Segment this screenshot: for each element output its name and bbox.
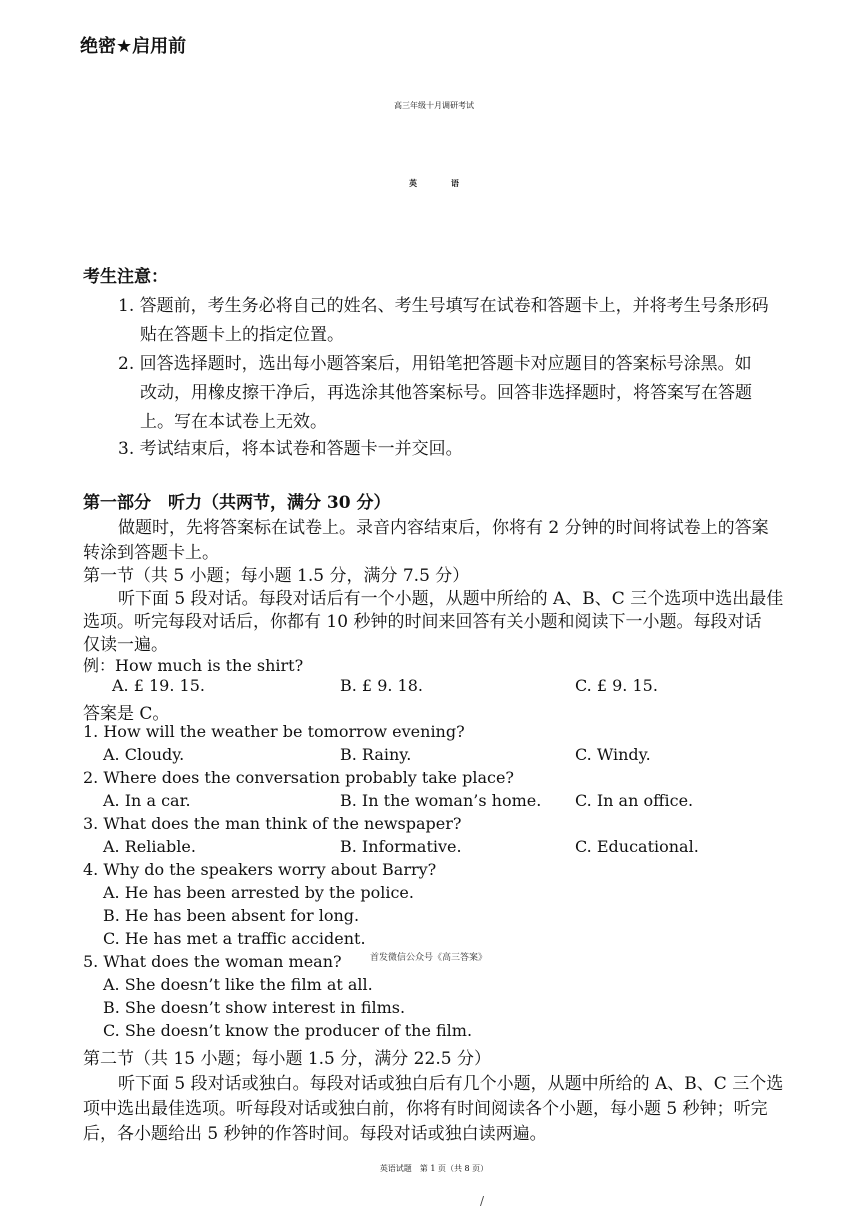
- question-text: 1. How will the weather be tomorrow evening?: [83, 722, 465, 741]
- option-c: C. He has met a traffic accident.: [103, 929, 366, 948]
- option-c: C. In an office.: [575, 791, 694, 810]
- subject-title: 英语: [409, 179, 493, 188]
- option-a: A. Cloudy.: [103, 745, 185, 764]
- section1-intro-line: 仅读一遍。: [83, 635, 168, 655]
- notice-line: 贴在答题卡上的指定位置。: [140, 325, 344, 345]
- section1-intro-line: 听下面 5 段对话。每段对话后有一个小题，从题中所给的 A、B、C 三个选项中选出最佳: [118, 589, 784, 609]
- option-c: C. She doesn’t know the producer of the film.: [103, 1021, 473, 1040]
- option-a: A. Reliable.: [103, 837, 196, 856]
- section1-heading: 第一节（共 5 小题；每小题 1.5 分，满分 7.5 分）: [83, 566, 470, 586]
- example-question: 例：How much is the shirt?: [83, 656, 304, 675]
- section2-intro-line: 后，各小题给出 5 秒钟的作答时间。每段对话或独白读两遍。: [83, 1124, 547, 1144]
- example-option-b: B. £ 9. 18.: [340, 676, 423, 695]
- option-b: B. Informative.: [340, 837, 462, 856]
- notice-line: 2. 回答选择题时，选出每小题答案后，用铅笔把答题卡对应题目的答案标号涂黑。如: [118, 354, 752, 374]
- watermark-text: 首发微信公众号《高三答案》: [370, 953, 488, 963]
- option-a: A. He has been arrested by the police.: [103, 883, 414, 902]
- section2-heading: 第二节（共 15 小题；每小题 1.5 分，满分 22.5 分）: [83, 1049, 491, 1069]
- option-a: A. She doesn’t like the film at all.: [103, 975, 373, 994]
- notice-line: 1. 答题前，考生务必将自己的姓名、考生号填写在试卷和答题卡上，并将考生号条形码: [118, 296, 769, 316]
- part1-heading: 第一部分 听力（共两节，满分 30 分）: [83, 493, 391, 513]
- footer-mark: /: [480, 1194, 485, 1208]
- option-b: B. She doesn’t show interest in films.: [103, 998, 406, 1017]
- example-answer: 答案是 C。: [83, 704, 170, 724]
- question-text: 2. Where does the conversation probably take place?: [83, 768, 514, 787]
- part1-intro-line: 做题时，先将答案标在试卷上。录音内容结束后，你将有 2 分钟的时间将试卷上的答案: [118, 518, 769, 538]
- example-option-a: A. £ 19. 15.: [112, 676, 205, 695]
- question-text: 5. What does the woman mean?: [83, 952, 342, 971]
- option-b: B. In the woman’s home.: [340, 791, 542, 810]
- option-a: A. In a car.: [103, 791, 191, 810]
- section2-intro-line: 听下面 5 段对话或独白。每段对话或独白后有几个小题，从题中所给的 A、B、C 三个选: [118, 1074, 784, 1094]
- page-footer: 英语试题 第 1 页（共 8 页）: [379, 1164, 489, 1173]
- part1-intro-line: 转涂到答题卡上。: [83, 543, 219, 563]
- question-text: 4. Why do the speakers worry about Barry?: [83, 860, 437, 879]
- option-b: B. He has been absent for long.: [103, 906, 360, 925]
- section1-intro-line: 选项。听完每段对话后，你都有 10 秒钟的时间来回答有关小题和阅读下一小题。每段对话: [83, 612, 762, 632]
- notice-heading: 考生注意：: [83, 267, 168, 287]
- confidential-label: 绝密★启用前: [80, 36, 187, 57]
- notice-line: 改动，用橡皮擦干净后，再选涂其他答案标号。回答非选择题时，将答案写在答题: [140, 383, 752, 403]
- exam-title: 高三年级十月调研考试: [394, 101, 474, 110]
- question-text: 3. What does the man think of the newspaper?: [83, 814, 462, 833]
- option-c: C. Educational.: [575, 837, 699, 856]
- example-option-c: C. £ 9. 15.: [575, 676, 658, 695]
- notice-line: 3. 考试结束后，将本试卷和答题卡一并交回。: [118, 439, 463, 459]
- section2-intro-line: 项中选出最佳选项。听每段对话或独白前，你将有时间阅读各个小题，每小题 5 秒钟；听完: [83, 1099, 768, 1119]
- notice-line: 上。写在本试卷上无效。: [140, 412, 327, 432]
- option-c: C. Windy.: [575, 745, 651, 764]
- option-b: B. Rainy.: [340, 745, 412, 764]
